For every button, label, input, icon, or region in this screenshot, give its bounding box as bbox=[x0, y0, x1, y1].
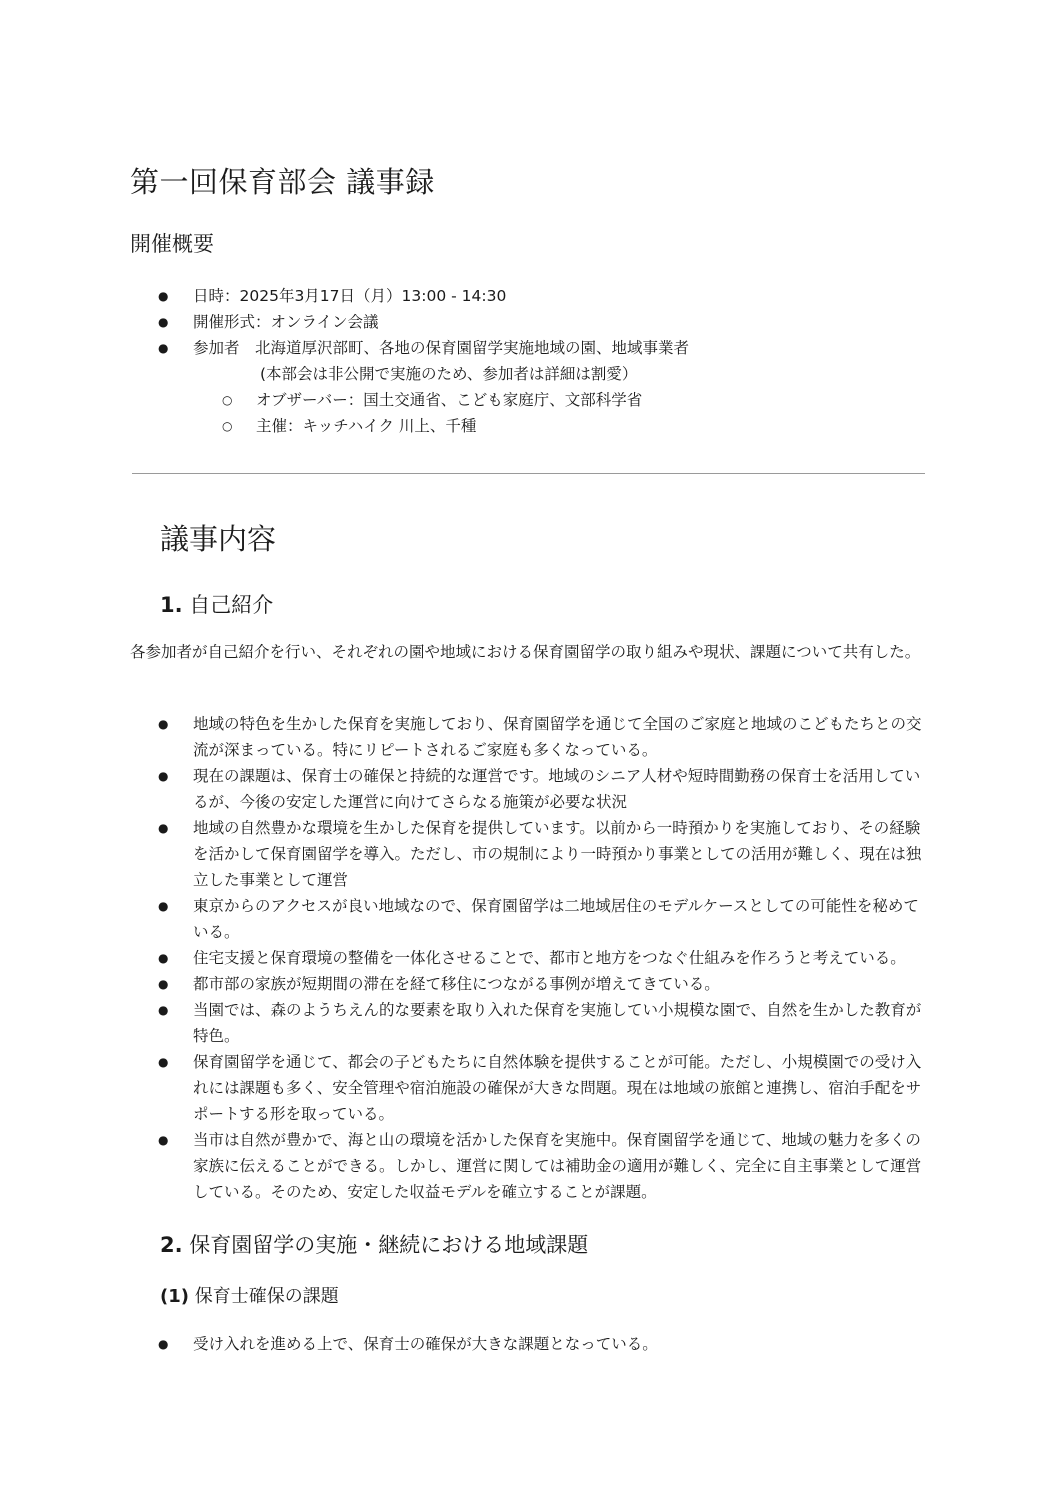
overview-heading: 開催概要 bbox=[130, 232, 214, 256]
overview-organizer: 主催：キッチハイク 川上、千種 bbox=[256, 417, 477, 435]
list-item bbox=[130, 283, 930, 309]
list-item bbox=[130, 309, 930, 335]
list-item bbox=[130, 1049, 930, 1127]
section1-intro: 各参加者が自己紹介を行い、それぞれの園や地域における保育園留学の取り組みや現状、課題について共有した。 bbox=[130, 643, 921, 661]
list-item bbox=[130, 893, 930, 945]
section1-number: 1. bbox=[160, 593, 183, 617]
overview-list bbox=[130, 283, 930, 439]
bullet-icon: ● bbox=[158, 341, 169, 355]
sub-list-item bbox=[130, 387, 930, 413]
list-item bbox=[130, 763, 930, 815]
sub-list-item bbox=[130, 413, 930, 439]
list-item bbox=[130, 997, 930, 1049]
list-item bbox=[130, 1331, 930, 1357]
section2-sub1-title: 保育士確保の課題 bbox=[194, 1286, 339, 1307]
section1-list bbox=[130, 711, 930, 1205]
circle-bullet-icon: ○ bbox=[222, 393, 233, 407]
list-item-text: 当市は自然が豊かで、海と山の環境を活かした保育を実施中。保育園留学を通じて、地域の魅力を多くの家族に伝えることができる。しかし、運営に関しては補助金の適用が難しく、完全に自主事業として運営している。そのため、安定した収益モデルを確立することが課題。 bbox=[193, 1131, 922, 1201]
list-item bbox=[130, 971, 930, 997]
section1-title: 自己紹介 bbox=[189, 593, 274, 617]
overview-format: 開催形式：オンライン会議 bbox=[193, 313, 379, 331]
bullet-icon: ● bbox=[158, 1055, 169, 1069]
section2-number: 2. bbox=[160, 1233, 183, 1257]
bullet-icon: ● bbox=[158, 717, 169, 731]
overview-date: 日時：2025年3月17日（月）13:00 - 14:30 bbox=[193, 287, 507, 305]
list-item-text: 地域の自然豊かな環境を生かした保育を提供しています。以前から一時預かりを実施しており、その経験を活かして保育園留学を導入。ただし、市の規制により一時預かり事業としての活用が難しく、現在は独立した事業として運営 bbox=[193, 819, 922, 889]
bullet-icon: ● bbox=[158, 315, 169, 329]
bullet-icon: ● bbox=[158, 951, 169, 965]
page-title: 第一回保育部会 議事録 bbox=[130, 165, 435, 199]
participants-note bbox=[130, 361, 930, 387]
overview-observers: オブザーバー：国土交通省、こども家庭庁、文部科学省 bbox=[256, 391, 643, 409]
bullet-icon: ● bbox=[158, 1337, 169, 1351]
section2-sub1-list bbox=[130, 1331, 930, 1357]
list-item bbox=[130, 945, 930, 971]
circle-bullet-icon: ○ bbox=[222, 419, 233, 433]
overview-sub-list bbox=[130, 387, 930, 439]
bullet-icon: ● bbox=[158, 1133, 169, 1147]
list-item-text: 当園では、森のようちえん的な要素を取り入れた保育を実施してい小規模な園で、自然を生かした教育が特色。 bbox=[193, 1001, 922, 1045]
content-heading: 議事内容 bbox=[160, 522, 277, 556]
list-item-text: 受け入れを進める上で、保育士の確保が大きな課題となっている。 bbox=[193, 1335, 658, 1353]
bullet-icon: ● bbox=[158, 1003, 169, 1017]
list-item-text: 保育園留学を通じて、都会の子どもたちに自然体験を提供することが可能。ただし、小規模園での受け入れには課題も多く、安全管理や宿泊施設の確保が大きな問題。現在は地域の旅館と連携し、宿泊手配をサポートする形を取っている。 bbox=[193, 1053, 922, 1123]
list-item-text: 東京からのアクセスが良い地域なので、保育園留学は二地域居住のモデルケースとしての可能性を秘めている。 bbox=[193, 897, 919, 941]
overview-participants: 参加者 北海道厚沢部町、各地の保育園留学実施地域の園、地域事業者 bbox=[193, 339, 690, 357]
list-item-text: 住宅支援と保育環境の整備を一体化させることで、都市と地方をつなぐ仕組みを作ろうと考えている。 bbox=[193, 949, 906, 967]
bullet-icon: ● bbox=[158, 821, 169, 835]
list-item bbox=[130, 335, 930, 361]
list-item-text: 都市部の家族が短期間の滞在を経て移住につながる事例が増えてきている。 bbox=[193, 975, 720, 993]
horizontal-divider bbox=[132, 473, 925, 474]
bullet-icon: ● bbox=[158, 769, 169, 783]
section2-sub1-heading bbox=[160, 1282, 339, 1308]
participants-note-text: (本部会は非公開で実施のため、参加者は詳細は割愛） bbox=[260, 365, 638, 383]
list-item-text: 現在の課題は、保育士の確保と持続的な運営です。地域のシニア人材や短時間勤務の保育士を活用しているが、今後の安定した運営に向けてさらなる施策が必要な状況 bbox=[193, 767, 921, 811]
bullet-icon: ● bbox=[158, 899, 169, 913]
list-item bbox=[130, 815, 930, 893]
bullet-icon: ● bbox=[158, 289, 169, 303]
section2-heading bbox=[160, 1229, 588, 1259]
sub-list-container bbox=[130, 387, 930, 439]
list-item bbox=[130, 711, 930, 763]
section1-heading bbox=[160, 589, 273, 619]
list-item bbox=[130, 1127, 930, 1205]
section2-sub1-number: (1) bbox=[160, 1286, 189, 1307]
bullet-icon: ● bbox=[158, 977, 169, 991]
section2-title: 保育園留学の実施・継続における地域課題 bbox=[189, 1233, 589, 1257]
list-item-text: 地域の特色を生かした保育を実施しており、保育園留学を通じて全国のご家庭と地域のこどもたちとの交流が深まっている。特にリピートされるご家庭も多くなっている。 bbox=[193, 715, 922, 759]
